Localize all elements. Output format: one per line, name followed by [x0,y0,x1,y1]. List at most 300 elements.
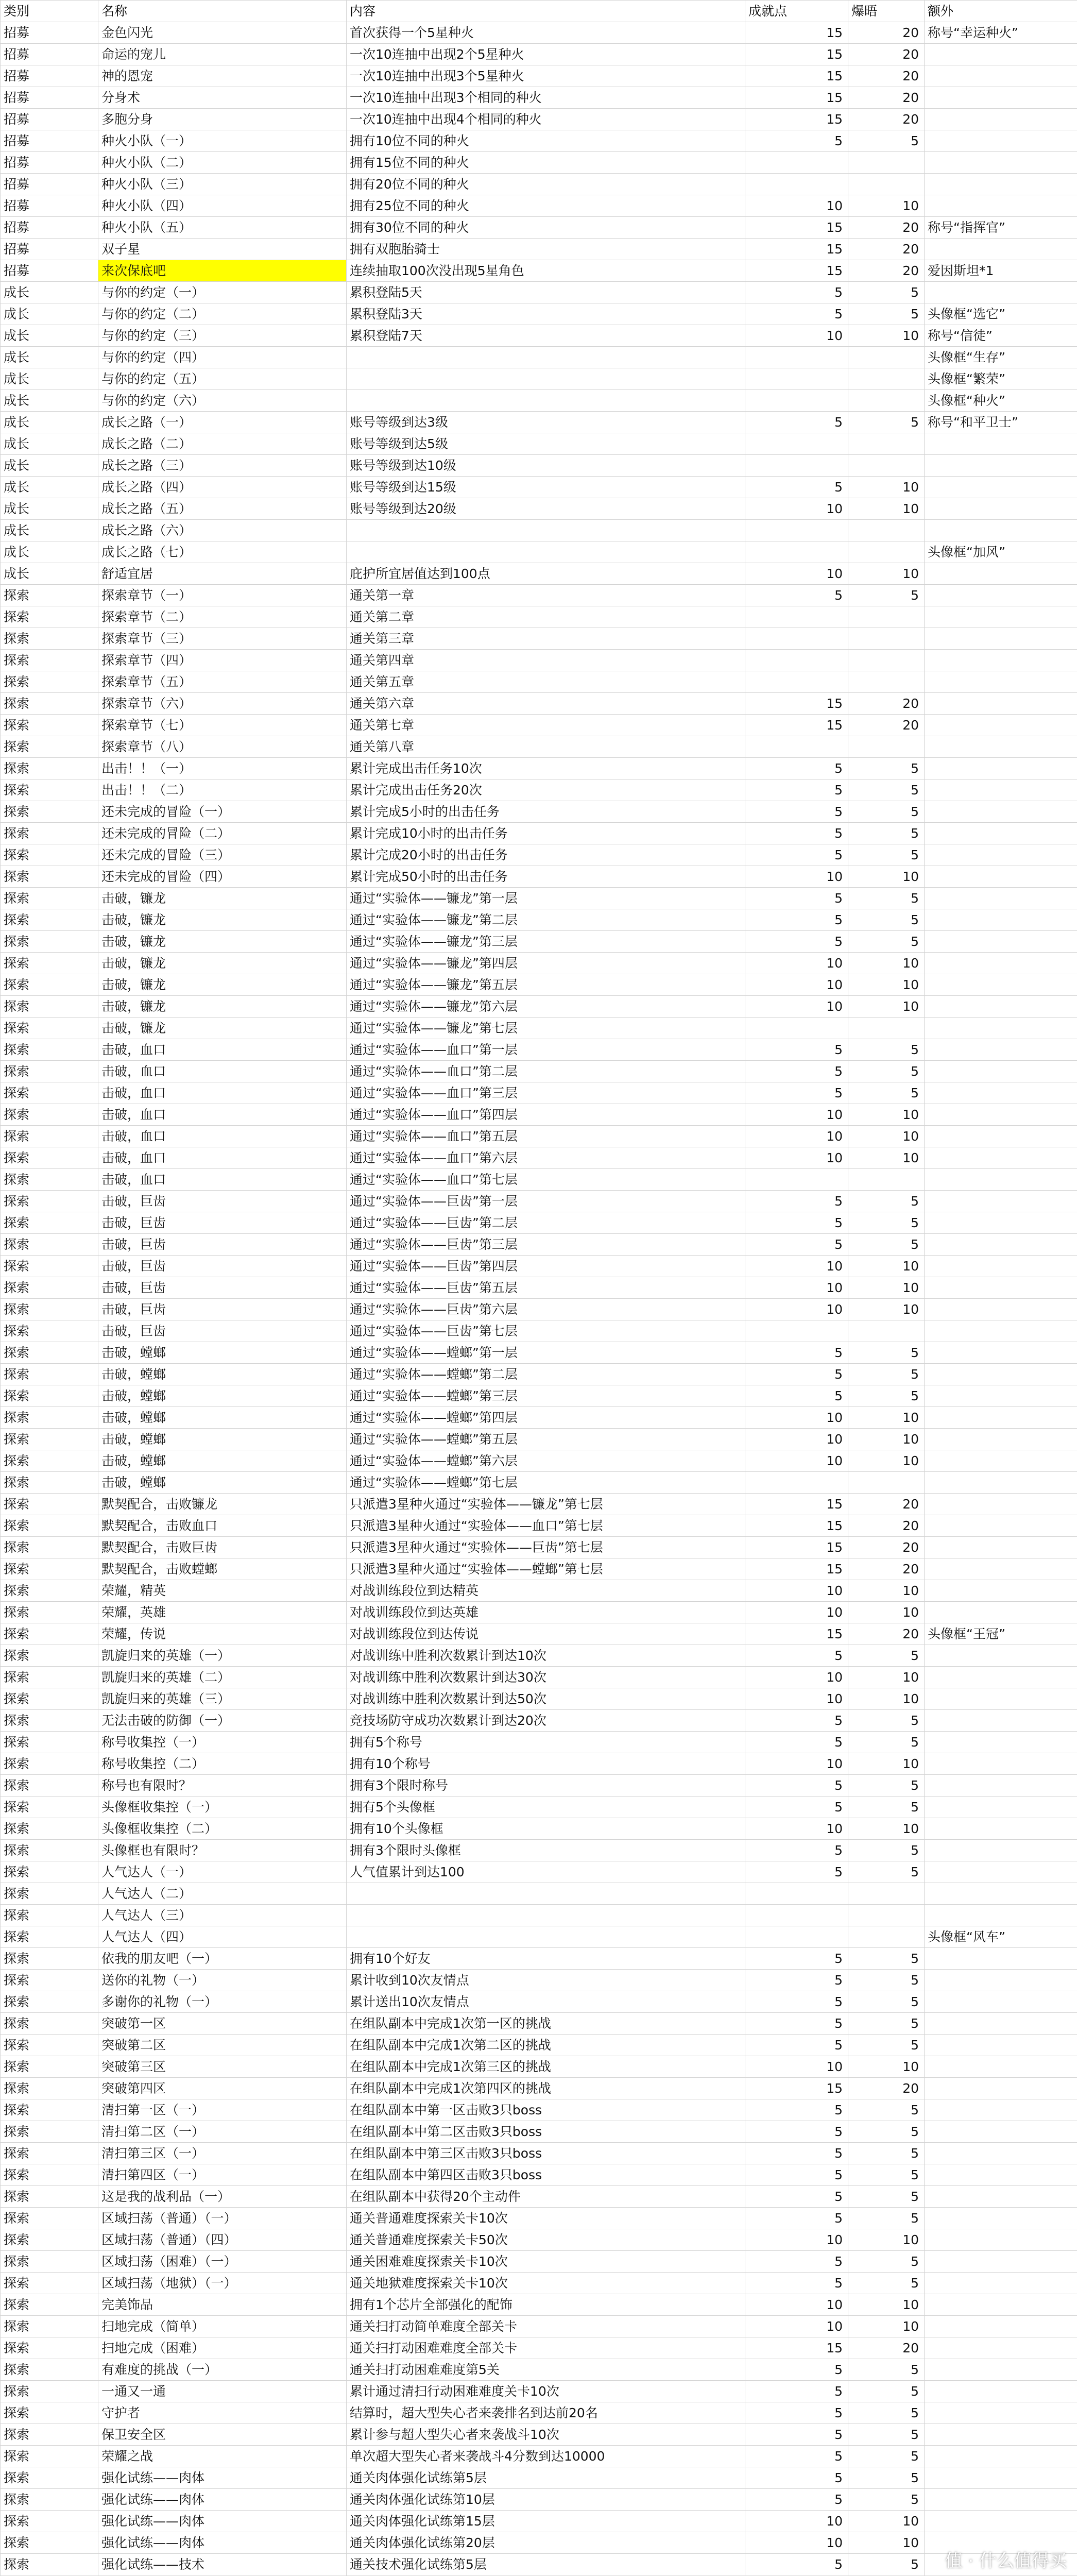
extra-cell [925,758,1077,779]
name-cell: 成长之路（一） [98,412,347,433]
name-cell: 种火小队（三） [98,174,347,195]
points-cell: 10 [745,1580,848,1602]
name-cell: 击破，巨齿 [98,1191,347,1212]
content-cell: 通过“实验体——巨齿”第六层 [347,1299,745,1320]
table-row [1,1861,1077,1883]
content-cell: 在组队副本中完成1次第四区的挑战 [347,2078,745,2099]
reward-cell: 20 [848,693,925,715]
category-cell: 探索 [1,606,98,628]
content-cell: 累积登陆3天 [347,303,745,325]
extra-cell [925,671,1077,693]
reward-cell [848,650,925,671]
category-cell: 探索 [1,671,98,693]
table-row [1,736,1077,758]
name-cell: 击破，巨齿 [98,1277,347,1299]
table-row [1,433,1077,455]
table-row [1,1082,1077,1104]
content-cell: 通过“实验体——螳螂”第六层 [347,1450,745,1472]
table-row [1,758,1077,779]
category-cell: 探索 [1,1775,98,1797]
category-cell: 探索 [1,953,98,974]
name-cell: 凯旋归来的英雄（三） [98,1688,347,1710]
table-row [1,1710,1077,1732]
points-cell: 5 [745,1385,848,1407]
table-row [1,65,1077,87]
reward-cell: 5 [848,1082,925,1104]
points-cell [745,1926,848,1948]
extra-cell [925,585,1077,606]
table-row [1,1104,1077,1126]
category-cell: 探索 [1,888,98,909]
points-cell: 15 [745,1537,848,1558]
category-cell: 探索 [1,1256,98,1277]
extra-cell [925,2424,1077,2446]
category-cell: 探索 [1,1861,98,1883]
points-cell: 5 [745,585,848,606]
reward-cell: 5 [848,2251,925,2273]
category-cell: 探索 [1,1234,98,1256]
name-cell: 金色闪光 [98,22,347,44]
reward-cell: 10 [848,866,925,888]
extra-cell: 爱因斯坦*1 [925,260,1077,282]
table-row [1,455,1077,477]
extra-cell [925,888,1077,909]
extra-cell [925,2402,1077,2424]
name-cell: 种火小队（五） [98,217,347,239]
reward-cell: 5 [848,2273,925,2294]
header-row [1,1,1077,22]
reward-cell: 5 [848,823,925,844]
reward-cell: 20 [848,109,925,130]
category-cell: 成长 [1,303,98,325]
table-row [1,2554,1077,2575]
reward-cell: 5 [848,1342,925,1364]
extra-cell [925,1580,1077,1602]
table-row [1,2489,1077,2511]
points-cell: 10 [745,1299,848,1320]
table-row [1,2208,1077,2229]
points-cell: 5 [745,1364,848,1385]
name-cell: 成长之路（二） [98,433,347,455]
name-cell: 区域扫荡（普通）（一） [98,2208,347,2229]
name-cell: 凯旋归来的英雄（二） [98,1667,347,1688]
table-row [1,2381,1077,2402]
points-cell: 15 [745,2337,848,2359]
category-cell: 成长 [1,498,98,520]
table-row [1,650,1077,671]
points-cell: 10 [745,195,848,217]
content-cell: 对战训练中胜利次数累计到达50次 [347,1688,745,1710]
reward-cell [848,174,925,195]
reward-cell: 20 [848,65,925,87]
name-cell: 送你的礼物（一） [98,1970,347,1991]
table-row [1,1797,1077,1818]
name-cell: 清扫第三区（一） [98,2143,347,2164]
category-cell: 探索 [1,844,98,866]
reward-cell [848,1905,925,1926]
table-row [1,1991,1077,2013]
points-cell [745,1472,848,1494]
extra-cell [925,2121,1077,2143]
name-cell: 命运的宠儿 [98,44,347,65]
name-cell: 种火小队（二） [98,152,347,174]
category-cell: 探索 [1,585,98,606]
category-cell: 探索 [1,2294,98,2316]
name-cell: 探索章节（三） [98,628,347,650]
reward-cell: 20 [848,1515,925,1537]
reward-cell: 10 [848,974,925,996]
name-cell: 突破第四区 [98,2078,347,2099]
points-cell: 5 [745,1039,848,1061]
category-cell: 探索 [1,2251,98,2273]
reward-cell: 10 [848,2532,925,2554]
content-cell: 通过“实验体——巨齿”第七层 [347,1320,745,1342]
category-cell: 成长 [1,433,98,455]
content-cell: 一次10连抽中出现3个5星种火 [347,65,745,87]
reward-cell: 5 [848,303,925,325]
table-row [1,779,1077,801]
content-cell: 只派遣3星种火通过“实验体——镰龙”第七层 [347,1494,745,1515]
reward-cell: 20 [848,239,925,260]
table-row [1,1732,1077,1753]
category-cell: 探索 [1,779,98,801]
extra-cell [925,1515,1077,1537]
name-cell: 双子星 [98,239,347,260]
category-cell: 成长 [1,368,98,390]
content-cell: 通过“实验体——巨齿”第三层 [347,1234,745,1256]
content-cell: 庇护所宜居值达到100点 [347,563,745,585]
content-cell: 竞技场防守成功次数累计到达20次 [347,1710,745,1732]
extra-cell [925,1537,1077,1558]
table-row [1,44,1077,65]
name-cell: 清扫第一区（一） [98,2099,347,2121]
points-cell: 10 [745,1667,848,1688]
name-cell: 多谢你的礼物（一） [98,1991,347,2013]
reward-cell [848,671,925,693]
table-row [1,2467,1077,2489]
content-cell: 通关技术强化试练第5层 [347,2554,745,2575]
content-cell: 拥有3个限时称号 [347,1775,745,1797]
category-cell: 探索 [1,1970,98,1991]
extra-cell [925,2381,1077,2402]
category-cell: 探索 [1,1191,98,1212]
extra-cell [925,693,1077,715]
content-cell: 首次获得一个5星种火 [347,22,745,44]
reward-cell [848,606,925,628]
reward-cell: 10 [848,1667,925,1688]
name-cell: 探索章节（一） [98,585,347,606]
table-row [1,347,1077,368]
name-cell: 荣耀之战 [98,2446,347,2467]
category-cell: 探索 [1,1818,98,1840]
content-cell: 拥有25位不同的种火 [347,195,745,217]
points-cell: 5 [745,1948,848,1970]
extra-cell [925,823,1077,844]
extra-cell [925,2467,1077,2489]
content-cell: 通过“实验体——螳螂”第五层 [347,1429,745,1450]
extra-cell [925,2143,1077,2164]
content-cell [347,347,745,368]
category-cell: 成长 [1,541,98,563]
points-cell: 5 [745,2251,848,2273]
table-row [1,2294,1077,2316]
category-cell: 探索 [1,2402,98,2424]
points-cell: 10 [745,1450,848,1472]
points-cell: 5 [745,1061,848,1082]
table-row [1,541,1077,563]
name-cell: 击破，血口 [98,1082,347,1104]
category-cell: 探索 [1,1753,98,1775]
content-cell: 拥有3个限时头像框 [347,1840,745,1861]
table-row [1,1623,1077,1645]
name-cell: 默契配合，击败巨齿 [98,1537,347,1558]
name-cell: 还未完成的冒险（四） [98,866,347,888]
content-cell: 在组队副本中完成1次第一区的挑战 [347,2013,745,2035]
points-cell: 5 [745,1234,848,1256]
content-cell: 账号等级到达3级 [347,412,745,433]
points-cell: 5 [745,1775,848,1797]
table-row [1,931,1077,953]
name-cell: 强化试练——肉体 [98,2467,347,2489]
watermark: 值 · 什么值得买 [945,2551,1067,2571]
reward-cell: 5 [848,1797,925,1818]
reward-cell: 5 [848,1234,925,1256]
extra-cell [925,1299,1077,1320]
extra-cell [925,1429,1077,1450]
extra-cell [925,1818,1077,1840]
table-row [1,282,1077,303]
table-row [1,1472,1077,1494]
category-cell: 探索 [1,2467,98,2489]
content-cell: 通关肉体强化试练第5层 [347,2467,745,2489]
content-cell: 通过“实验体——镰龙”第六层 [347,996,745,1018]
reward-cell: 5 [848,1364,925,1385]
content-cell: 只派遣3星种火通过“实验体——血口”第七层 [347,1515,745,1537]
extra-cell [925,909,1077,931]
points-cell: 15 [745,1494,848,1515]
extra-cell [925,109,1077,130]
table-row [1,368,1077,390]
reward-cell: 20 [848,217,925,239]
points-cell [745,606,848,628]
points-cell: 5 [745,2273,848,2294]
reward-cell [848,1018,925,1039]
points-cell [745,1883,848,1905]
category-cell: 探索 [1,1948,98,1970]
table-row [1,2056,1077,2078]
reward-cell: 5 [848,2143,925,2164]
extra-cell [925,1126,1077,1147]
name-cell: 无法击破的防御（一） [98,1710,347,1732]
content-cell: 通过“实验体——巨齿”第五层 [347,1277,745,1299]
reward-cell: 10 [848,2229,925,2251]
content-cell: 累积登陆7天 [347,325,745,347]
reward-cell [848,736,925,758]
extra-cell [925,1645,1077,1667]
content-cell: 通过“实验体——镰龙”第二层 [347,909,745,931]
content-cell: 通关第七章 [347,715,745,736]
extra-cell: 称号“和平卫士” [925,412,1077,433]
name-cell: 击破，巨齿 [98,1212,347,1234]
extra-cell [925,2251,1077,2273]
table-row [1,1429,1077,1450]
category-cell: 探索 [1,1515,98,1537]
category-cell: 探索 [1,1905,98,1926]
reward-cell: 5 [848,1861,925,1883]
category-cell: 成长 [1,563,98,585]
points-cell: 5 [745,2381,848,2402]
reward-cell: 10 [848,1299,925,1320]
table-row [1,823,1077,844]
table-row [1,909,1077,931]
reward-cell: 10 [848,325,925,347]
category-cell: 探索 [1,1710,98,1732]
content-cell [347,390,745,412]
extra-cell [925,563,1077,585]
name-cell: 出击！！（一） [98,758,347,779]
points-cell: 10 [745,2532,848,2554]
table-row [1,715,1077,736]
reward-cell: 5 [848,888,925,909]
name-cell: 击破，螳螂 [98,1472,347,1494]
name-cell: 与你的约定（四） [98,347,347,368]
table-row [1,2121,1077,2143]
name-cell: 人气达人（四） [98,1926,347,1948]
table-row [1,217,1077,239]
points-cell: 5 [745,2359,848,2381]
content-cell: 通过“实验体——镰龙”第四层 [347,953,745,974]
points-cell: 5 [745,1797,848,1818]
name-cell: 击破，血口 [98,1169,347,1191]
category-cell: 探索 [1,2121,98,2143]
category-cell: 成长 [1,325,98,347]
extra-cell [925,1385,1077,1407]
table-row [1,1688,1077,1710]
reward-cell: 10 [848,1277,925,1299]
table-row [1,1602,1077,1623]
extra-cell [925,650,1077,671]
content-cell: 在组队副本中获得20个主动件 [347,2186,745,2208]
extra-cell [925,1472,1077,1494]
name-cell: 强化试练——肉体 [98,2511,347,2532]
reward-cell: 10 [848,1429,925,1450]
reward-cell [848,390,925,412]
category-cell: 探索 [1,1537,98,1558]
points-cell: 10 [745,953,848,974]
name-cell: 守护者 [98,2402,347,2424]
category-cell: 探索 [1,1104,98,1126]
points-cell [745,433,848,455]
extra-cell: 头像框“种火” [925,390,1077,412]
extra-cell [925,953,1077,974]
reward-cell: 10 [848,1818,925,1840]
category-cell: 探索 [1,1082,98,1104]
content-cell: 累积登陆5天 [347,282,745,303]
content-cell: 只派遣3星种火通过“实验体——巨齿”第七层 [347,1537,745,1558]
table-row [1,477,1077,498]
name-cell: 击破，镰龙 [98,996,347,1018]
table-row [1,2532,1077,2554]
name-cell: 击破，巨齿 [98,1320,347,1342]
category-cell: 探索 [1,1667,98,1688]
reward-cell: 10 [848,563,925,585]
category-cell: 招募 [1,195,98,217]
points-cell: 10 [745,325,848,347]
content-cell: 一次10连抽中出现3个相同的种火 [347,87,745,109]
content-cell: 通关肉体强化试练第15层 [347,2511,745,2532]
table-row [1,2099,1077,2121]
extra-cell [925,996,1077,1018]
points-cell: 10 [745,563,848,585]
table-row [1,303,1077,325]
points-cell: 10 [745,1688,848,1710]
content-cell: 人气值累计到达100 [347,1861,745,1883]
extra-cell [925,282,1077,303]
name-cell: 探索章节（六） [98,693,347,715]
extra-cell [925,2013,1077,2035]
category-cell: 探索 [1,1732,98,1753]
extra-cell [925,1061,1077,1082]
name-cell: 默契配合，击败镰龙 [98,1494,347,1515]
reward-cell: 10 [848,953,925,974]
name-cell: 区域扫荡（地狱）（一） [98,2273,347,2294]
points-cell: 15 [745,1515,848,1537]
reward-cell: 10 [848,1753,925,1775]
reward-cell: 5 [848,1039,925,1061]
content-cell: 对战训练段位到达精英 [347,1580,745,1602]
category-cell: 探索 [1,2337,98,2359]
name-cell: 种火小队（一） [98,130,347,152]
name-cell: 扫地完成（困难） [98,2337,347,2359]
table-row [1,1818,1077,1840]
content-cell: 在组队副本中完成1次第三区的挑战 [347,2056,745,2078]
category-cell: 探索 [1,823,98,844]
table-row [1,1234,1077,1256]
table-row [1,563,1077,585]
reward-cell: 5 [848,2489,925,2511]
category-cell: 探索 [1,2554,98,2575]
content-cell: 通关扫打动简单难度全部关卡 [347,2316,745,2337]
category-cell: 探索 [1,2381,98,2402]
reward-cell: 5 [848,412,925,433]
content-cell: 一次10连抽中出现4个相同的种火 [347,109,745,130]
category-cell: 探索 [1,1840,98,1861]
extra-cell [925,1450,1077,1472]
content-cell [347,520,745,541]
name-cell: 人气达人（一） [98,1861,347,1883]
reward-cell: 5 [848,2446,925,2467]
name-cell: 探索章节（二） [98,606,347,628]
content-cell: 通过“实验体——螳螂”第七层 [347,1472,745,1494]
points-cell: 10 [745,2316,848,2337]
table-row [1,844,1077,866]
points-cell [745,368,848,390]
reward-cell: 20 [848,1494,925,1515]
extra-cell: 称号“指挥官” [925,217,1077,239]
reward-cell: 5 [848,2013,925,2035]
reward-cell: 20 [848,2078,925,2099]
reward-cell: 5 [848,931,925,953]
extra-cell [925,152,1077,174]
reward-cell: 5 [848,2424,925,2446]
table-row [1,1775,1077,1797]
name-cell: 成长之路（七） [98,541,347,563]
extra-cell [925,1883,1077,1905]
extra-cell [925,1212,1077,1234]
points-cell: 5 [745,1710,848,1732]
extra-cell [925,239,1077,260]
table-row [1,996,1077,1018]
